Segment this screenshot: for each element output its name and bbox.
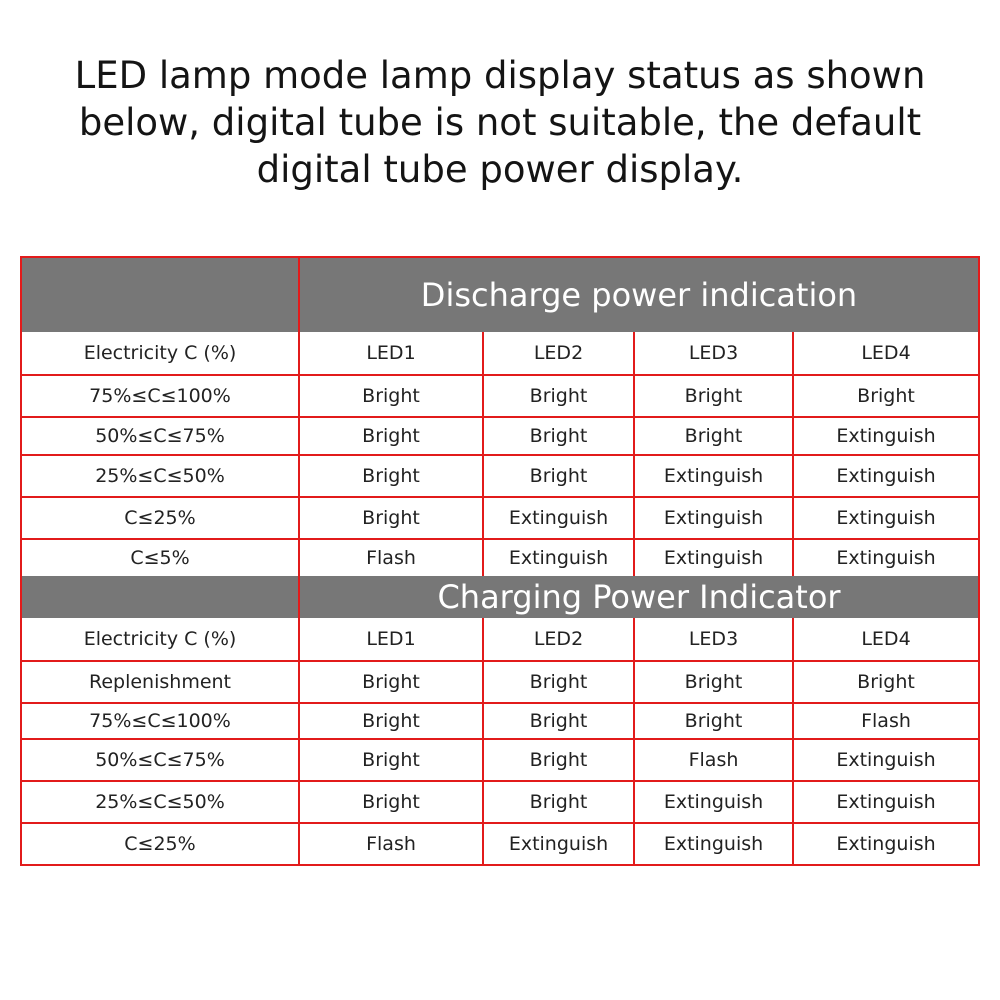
table-cell: Bright — [300, 704, 484, 738]
intro-line-3: digital tube power display. — [256, 148, 744, 191]
column-header: LED4 — [861, 628, 911, 650]
table-row — [22, 704, 978, 740]
table-cell: Flash — [861, 710, 911, 732]
table-cell: Bright — [635, 704, 794, 738]
table-row — [22, 540, 978, 576]
table-cell: Extinguish — [484, 498, 635, 538]
table-cell: Bright — [300, 456, 484, 496]
table-cell: Extinguish — [484, 824, 635, 864]
table-cell: Bright — [484, 418, 635, 454]
intro-text — [40, 52, 960, 193]
table-row — [22, 662, 978, 704]
table-cell: C≤25% — [22, 498, 300, 538]
column-header: LED2 — [484, 332, 635, 374]
table-cell: Flash — [635, 740, 794, 780]
table-cell: Bright — [484, 456, 635, 496]
table-cell: 50%≤C≤75% — [22, 740, 300, 780]
table-cell: Extinguish — [836, 507, 936, 529]
table-cell: Bright — [300, 498, 484, 538]
table-cell: Bright — [484, 662, 635, 702]
table-cell: 25%≤C≤50% — [22, 782, 300, 822]
table-row — [22, 456, 978, 498]
table-row — [22, 824, 978, 864]
table-cell: Bright — [484, 376, 635, 416]
table-cell: Extinguish — [635, 540, 794, 576]
table-cell: C≤5% — [22, 540, 300, 576]
column-header: LED1 — [300, 618, 484, 660]
table-cell: Extinguish — [836, 547, 936, 569]
charging-column-header-row — [22, 618, 978, 662]
table-cell: Bright — [857, 385, 915, 407]
table-row — [22, 782, 978, 824]
table-cell: Extinguish — [635, 456, 794, 496]
table-cell: Extinguish — [836, 425, 936, 447]
table-cell: Bright — [635, 662, 794, 702]
table-cell: Bright — [300, 740, 484, 780]
table-cell: Bright — [857, 671, 915, 693]
table-cell: C≤25% — [22, 824, 300, 864]
table-cell: Extinguish — [836, 833, 936, 855]
column-header: LED1 — [300, 332, 484, 374]
table-cell: Bright — [484, 740, 635, 780]
table-cell: Replenishment — [22, 662, 300, 702]
table-cell: Flash — [300, 540, 484, 576]
table-cell: Bright — [300, 662, 484, 702]
table-cell: Bright — [300, 376, 484, 416]
discharge-column-header-row — [22, 332, 978, 376]
column-header: LED4 — [861, 342, 911, 364]
table-cell: Bright — [635, 418, 794, 454]
table-row — [22, 418, 978, 456]
table-row — [22, 498, 978, 540]
intro-line-2: below, digital tube is not suitable, the default — [78, 101, 922, 144]
table-cell: Bright — [635, 376, 794, 416]
discharge-header-row — [22, 258, 978, 332]
table-row — [22, 740, 978, 782]
table-cell: Extinguish — [836, 791, 936, 813]
table-cell: 50%≤C≤75% — [22, 418, 300, 454]
column-header: LED2 — [484, 618, 635, 660]
column-header: Electricity C (%) — [22, 618, 300, 660]
charging-header-row — [22, 576, 978, 618]
table-cell: Bright — [300, 782, 484, 822]
table-cell: Extinguish — [836, 749, 936, 771]
table-cell: Extinguish — [635, 824, 794, 864]
table-cell: Bright — [484, 704, 635, 738]
column-header: LED3 — [635, 332, 794, 374]
table-cell: Extinguish — [484, 540, 635, 576]
table-cell: 25%≤C≤50% — [22, 456, 300, 496]
table-cell: 75%≤C≤100% — [22, 376, 300, 416]
table-cell: Bright — [484, 782, 635, 822]
column-header: LED3 — [635, 618, 794, 660]
table-cell: Flash — [300, 824, 484, 864]
discharge-header-blank — [22, 258, 300, 332]
table-cell: Extinguish — [836, 465, 936, 487]
discharge-title: Discharge power indication — [420, 276, 858, 314]
table-row — [22, 376, 978, 418]
table-cell: Bright — [300, 418, 484, 454]
column-header: Electricity C (%) — [22, 332, 300, 374]
charging-header-blank — [22, 576, 300, 618]
table-cell: Extinguish — [635, 498, 794, 538]
intro-line-1: LED lamp mode lamp display status as shown — [74, 54, 926, 97]
table-cell: Extinguish — [635, 782, 794, 822]
charging-title: Charging Power Indicator — [437, 578, 841, 616]
led-status-table — [20, 256, 980, 866]
table-cell: 75%≤C≤100% — [22, 704, 300, 738]
